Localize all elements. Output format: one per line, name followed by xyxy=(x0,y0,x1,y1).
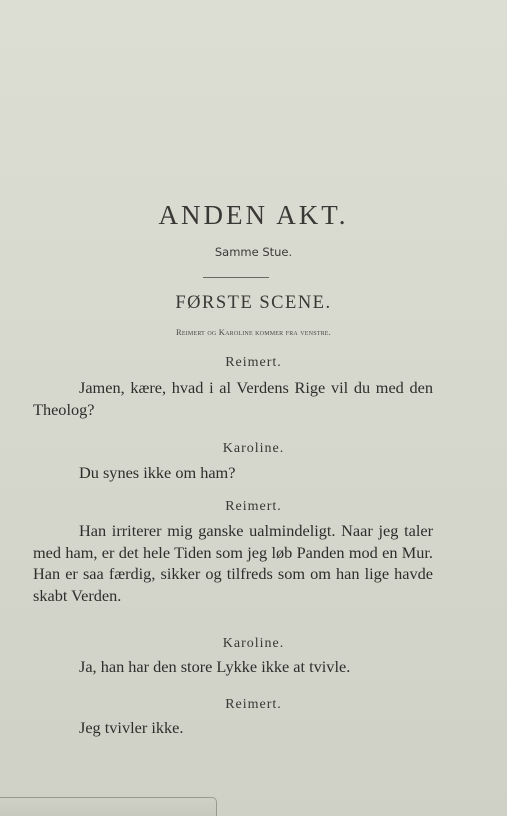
speaker-name: Karoline. xyxy=(222,441,285,456)
page-edge xyxy=(0,797,217,816)
speaker-name: Reimert. xyxy=(225,355,282,370)
speaker-name: Karoline. xyxy=(222,636,285,651)
speech-text: Han irriterer mig ganske ualmindeligt. Naar jeg taler med ham, er det hele Tiden som jeg løb Panden mod en Mur. Han er saa færdig, sikker og tilfreds som om han lige havde skabt Verden. xyxy=(33,521,433,605)
speech-text: Jeg tvivler ikke. xyxy=(79,718,184,737)
stage-direction: Reimert og Karoline kommer fra venstre. xyxy=(176,327,331,337)
speech-text: Ja, han har den store Lykke ikke at tvivle. xyxy=(79,657,351,676)
divider-rule xyxy=(203,277,269,278)
speech-text: Jamen, kære, hvad i al Verdens Rige vil du med den Theolog? xyxy=(33,378,433,419)
scene-title: FØRSTE SCENE. xyxy=(175,293,332,313)
act-title: ANDEN AKT. xyxy=(158,200,349,230)
speaker-name: Reimert. xyxy=(225,499,282,514)
speaker-name: Reimert. xyxy=(225,697,282,712)
speech-text: Du synes ikke om ham? xyxy=(79,463,236,482)
setting-note: Samme Stue. xyxy=(214,245,293,259)
